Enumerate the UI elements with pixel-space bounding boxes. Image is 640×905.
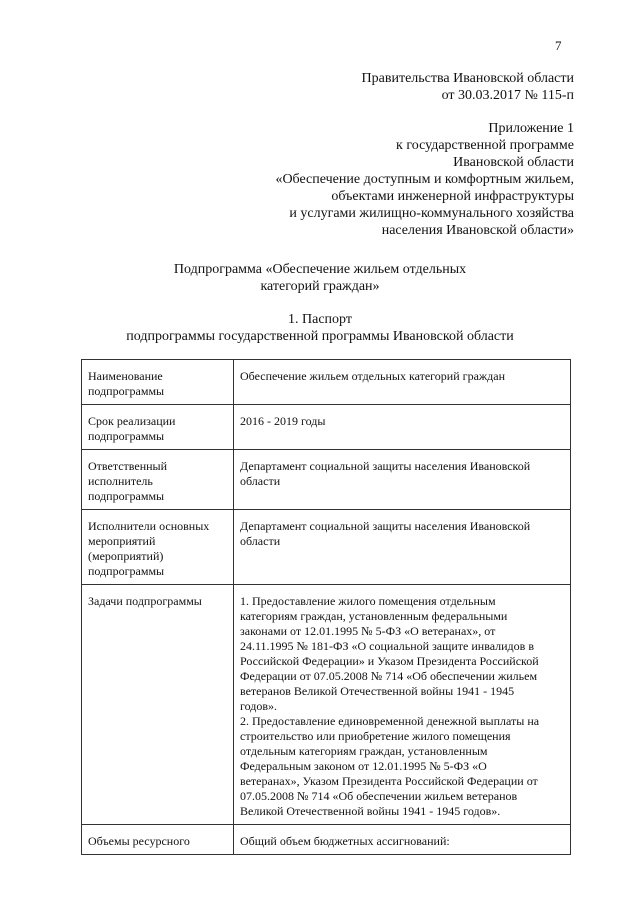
value-line: категориям граждан, установленным федеральными — [240, 609, 508, 623]
value-line: Федерации от 07.05.2008 № 714 «Об обеспечении жильем — [240, 669, 538, 683]
row-value — [234, 825, 571, 855]
row-label — [82, 360, 234, 405]
value-line: 2016 - 2019 годы — [240, 414, 326, 428]
appendix-line: «Обеспечение доступным и комфортным жильем, — [275, 172, 574, 187]
passport-title-line: 1. Паспорт — [288, 312, 352, 327]
row-label — [82, 825, 234, 855]
decree-reference — [362, 70, 574, 104]
subprogram-title-line: категорий граждан» — [260, 279, 380, 294]
value-line: отдельным категориям граждан, установленным — [240, 744, 488, 758]
table-row — [82, 585, 571, 825]
label-line: Объемы ресурсного — [88, 834, 190, 848]
passport-title-line: подпрограммы государственной программы Ивановской области — [126, 329, 514, 344]
value-line: 1. Предоставление жилого помещения отдельным — [240, 594, 496, 608]
row-label — [82, 405, 234, 450]
label-line: Ответственный — [88, 459, 168, 473]
appendix-line: к государственной программе — [396, 138, 574, 153]
table-row — [82, 405, 571, 450]
value-line: ветеранах», Указом Президента Российской Федерации от — [240, 774, 538, 788]
page-number: 7 — [555, 38, 562, 53]
appendix-line: объектами инженерной инфраструктуры — [331, 189, 574, 204]
value-line: годов». — [240, 699, 278, 713]
table-row — [82, 510, 571, 585]
row-label — [82, 585, 234, 825]
label-line: подпрограммы — [88, 489, 165, 503]
label-line: подпрограммы — [88, 429, 165, 443]
decree-line: Правительства Ивановской области — [361, 71, 574, 86]
label-line: исполнитель — [88, 474, 153, 488]
value-line: Российской Федерации» и Указом Президента Российской — [240, 654, 539, 668]
row-label — [82, 510, 234, 585]
appendix-line: Ивановской области — [453, 155, 574, 170]
appendix-line: Приложение 1 — [488, 121, 574, 136]
value-line: ветеранов Великой Отечественной войны 1941 - 1945 — [240, 684, 515, 698]
label-line: Исполнители основных — [88, 519, 210, 533]
value-line: Департамент социальной защиты населения Ивановской — [240, 459, 531, 473]
value-line: области — [240, 534, 281, 548]
value-line: области — [240, 474, 281, 488]
label-line: Срок реализации — [88, 414, 176, 428]
passport-title — [0, 311, 640, 345]
label-line: Задачи подпрограммы — [88, 594, 202, 608]
table-row — [82, 360, 571, 405]
value-line: Общий объем бюджетных ассигнований: — [240, 834, 450, 848]
value-line: 2. Предоставление единовременной денежной выплаты на — [240, 714, 540, 728]
value-line: 07.05.2008 № 714 «Об обеспечении жильем ветеранов — [240, 789, 518, 803]
subprogram-title-line: Подпрограмма «Обеспечение жильем отдельных — [173, 262, 467, 277]
subprogram-title — [0, 261, 640, 295]
table-row — [82, 450, 571, 510]
row-value — [234, 510, 571, 585]
decree-line: от 30.03.2017 № 115-п — [441, 88, 574, 103]
row-value — [234, 405, 571, 450]
value-line: 24.11.1995 № 181-ФЗ «О социальной защите инвалидов в — [240, 639, 534, 653]
appendix-line: населения Ивановской области» — [381, 223, 574, 238]
value-line: Федеральным законом от 12.01.1995 № 5-ФЗ «О — [240, 759, 487, 773]
row-value — [234, 450, 571, 510]
appendix-line: и услугами жилищно-коммунального хозяйства — [289, 206, 574, 221]
value-line: законами от 12.01.1995 № 5-ФЗ «О ветеранах», от — [240, 624, 496, 638]
value-line: Департамент социальной защиты населения Ивановской — [240, 519, 531, 533]
label-line: подпрограммы — [88, 384, 165, 398]
label-line: мероприятий — [88, 534, 156, 548]
value-line: Великой Отечественной войны 1941 - 1945 годов». — [240, 804, 501, 818]
label-line: Наименование — [88, 369, 163, 383]
value-line: строительство или приобретение жилого помещения — [240, 729, 511, 743]
label-line: (мероприятий) — [88, 549, 164, 563]
passport-table — [81, 359, 571, 855]
label-line: подпрограммы — [88, 564, 165, 578]
row-label — [82, 450, 234, 510]
value-line: Обеспечение жильем отдельных категорий граждан — [240, 369, 506, 383]
appendix-header — [275, 120, 574, 239]
row-value — [234, 585, 571, 825]
table-row — [82, 825, 571, 855]
row-value — [234, 360, 571, 405]
